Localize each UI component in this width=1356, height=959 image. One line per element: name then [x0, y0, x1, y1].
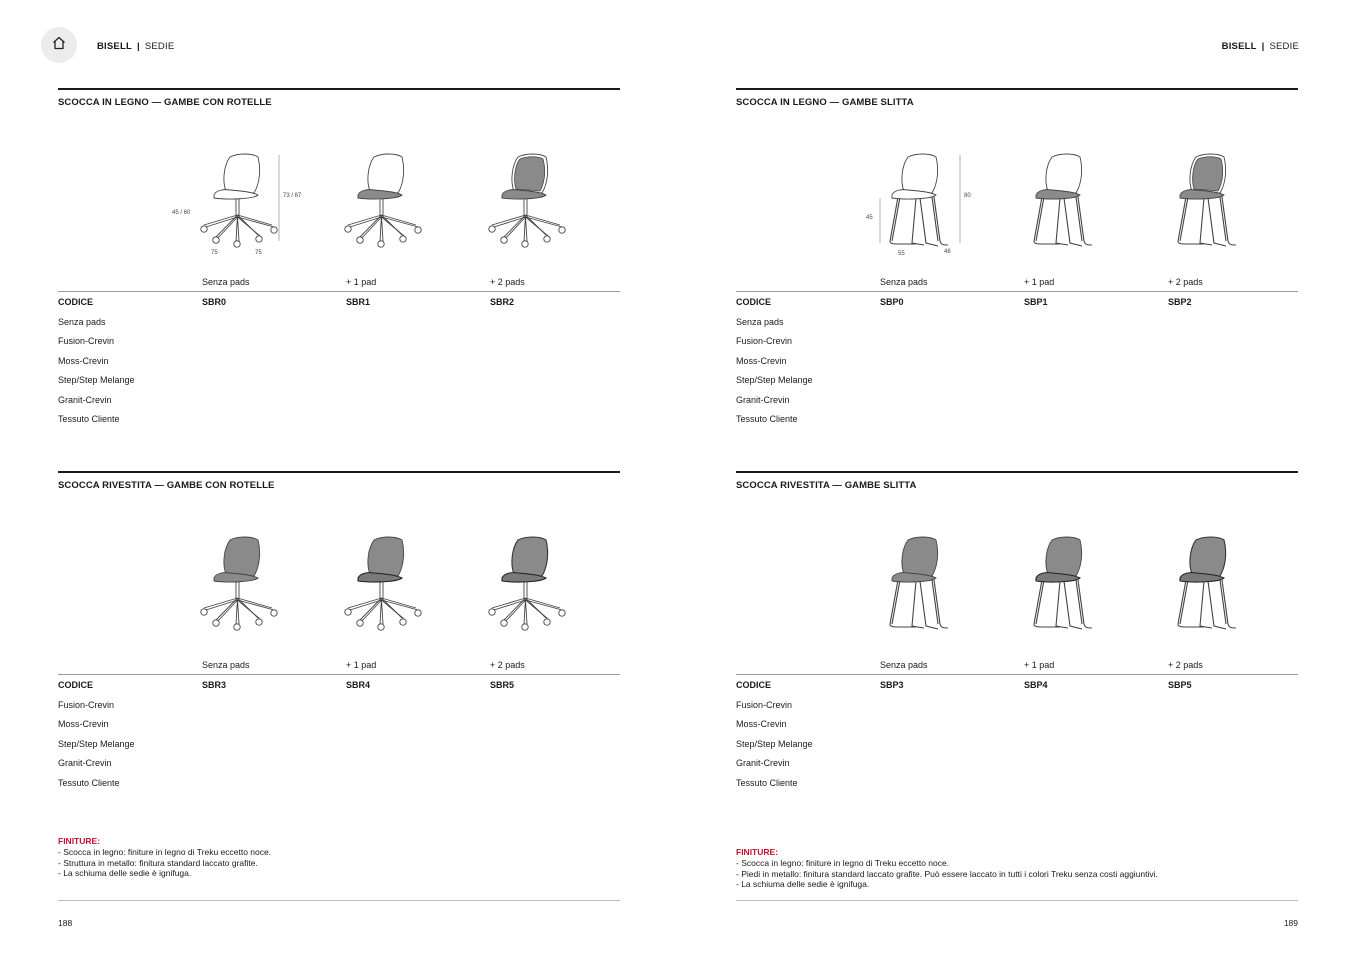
finish-row: Step/Step Melange	[736, 375, 813, 386]
codice-header: CODICE	[58, 680, 94, 690]
page-left	[58, 0, 620, 959]
finish-row: Moss-Crevin	[736, 719, 787, 730]
product-code: SBR1	[346, 297, 371, 307]
codice-header: CODICE	[736, 680, 772, 690]
finish-row: Fusion-Crevin	[58, 700, 115, 710]
footer-divider	[58, 900, 620, 901]
product-code: SBR5	[490, 680, 515, 690]
breadcrumb-separator: |	[1261, 41, 1265, 52]
section-divider	[736, 471, 1298, 473]
section-title: SCOCCA IN LEGNO — GAMBE SLITTA	[736, 97, 914, 108]
variant-label: + 2 pads	[490, 660, 525, 670]
dim-total-height: 73 / 87	[283, 193, 302, 199]
dim-width: 75	[255, 250, 262, 256]
finiture-title: FINITURE:	[58, 836, 101, 846]
product-code: SBP3	[880, 680, 904, 690]
chair-image-sbp2	[1152, 143, 1272, 263]
finish-row: Granit-Crevin	[58, 758, 112, 769]
chair-image-sbp5	[1152, 526, 1272, 646]
chair-image-sbp4	[1008, 526, 1128, 646]
brand-label: BISELL	[97, 41, 132, 52]
finish-row: Step/Step Melange	[736, 738, 813, 749]
chair-image-sbr1	[330, 143, 450, 263]
product-code: SBP5	[1168, 680, 1192, 690]
chair-image-sbr5	[474, 526, 594, 646]
page-right	[736, 0, 1298, 959]
finish-row: Tessuto Cliente	[736, 413, 798, 424]
dim-width: 48	[944, 249, 951, 255]
finish-row: Granit-Crevin	[736, 758, 790, 769]
chair-illustrations	[736, 143, 1298, 273]
finiture-line: - Scocca in legno: finiture in legno di Treku eccetto noce.	[736, 857, 950, 868]
category-label: SEDIE	[1269, 41, 1299, 52]
breadcrumb-separator: |	[136, 41, 140, 52]
chair-image-sbr4	[330, 526, 450, 646]
product-code: SBP4	[1024, 680, 1048, 690]
chair-image-sbp1	[1008, 143, 1128, 263]
finish-row: Tessuto Cliente	[736, 777, 798, 788]
finish-rows	[58, 317, 135, 433]
finiture-line: - La schiuma delle sedie è ignifuga.	[58, 868, 192, 879]
finiture-line: - Piedi in metallo: finitura standard laccato grafite. Può essere laccato in tutti i colori Treku senza costi aggiuntivi.	[736, 868, 1158, 879]
section-wood-castors	[58, 88, 620, 424]
section-title: SCOCCA RIVESTITA — GAMBE CON ROTELLE	[58, 480, 275, 491]
dim-depth: 75	[211, 250, 218, 256]
finish-row: Step/Step Melange	[58, 375, 135, 386]
variant-label: + 2 pads	[1168, 277, 1203, 287]
variant-label: + 1 pad	[1024, 660, 1055, 670]
finiture-line: - Scocca in legno: finiture in legno di Treku eccetto noce.	[58, 846, 272, 857]
section-title: SCOCCA RIVESTITA — GAMBE SLITTA	[736, 480, 917, 491]
product-code: SBP0	[880, 297, 904, 307]
product-code: SBR4	[346, 680, 371, 690]
finish-row: Granit-Crevin	[58, 394, 112, 405]
section-divider	[58, 88, 620, 90]
codice-header: CODICE	[736, 297, 772, 307]
finiture-notes	[736, 847, 1158, 890]
finish-row: Fusion-Crevin	[58, 336, 115, 347]
chair-image-sbr2	[474, 143, 594, 263]
variant-label: Senza pads	[202, 277, 250, 287]
dim-depth: 55	[898, 251, 905, 257]
finish-row: Senza pads	[58, 317, 106, 327]
chair-image-sbr0	[172, 143, 306, 263]
variant-label: + 2 pads	[1168, 660, 1203, 670]
finish-row: Moss-Crevin	[58, 355, 109, 366]
finish-row: Moss-Crevin	[58, 719, 109, 730]
variant-label: + 1 pad	[346, 277, 377, 287]
codice-header: CODICE	[58, 297, 94, 307]
product-code: SBP2	[1168, 297, 1192, 307]
product-code: SBR2	[490, 297, 515, 307]
finish-row: Fusion-Crevin	[736, 336, 793, 347]
category-label: SEDIE	[144, 41, 175, 52]
section-wood-sled	[736, 88, 1298, 424]
finiture-line: - La schiuma delle sedie è ignifuga.	[736, 879, 870, 890]
chair-image-sbp0	[864, 143, 984, 263]
page-number: 189	[1283, 918, 1298, 928]
dim-seat-height: 45	[866, 215, 873, 221]
chair-illustrations	[736, 526, 1298, 656]
section-title: SCOCCA IN LEGNO — GAMBE CON ROTELLE	[58, 97, 272, 108]
section-upholstered-castors	[58, 471, 620, 788]
finish-row: Tessuto Cliente	[58, 413, 120, 424]
finish-row: Tessuto Cliente	[58, 777, 120, 788]
dim-total-height: 80	[964, 193, 971, 199]
table-header-rule	[58, 291, 620, 292]
finish-row: Fusion-Crevin	[736, 700, 793, 710]
table-header-rule	[736, 291, 1298, 292]
dim-seat-height: 45 / 60	[172, 210, 191, 216]
section-divider	[736, 88, 1298, 90]
variant-label: Senza pads	[880, 277, 928, 287]
product-code: SBP1	[1024, 297, 1048, 307]
variant-label: + 1 pad	[346, 660, 377, 670]
chair-image-sbp3	[864, 526, 984, 646]
chair-image-sbr3	[186, 526, 306, 646]
finiture-notes	[58, 836, 271, 879]
section-divider	[58, 471, 620, 473]
finish-row: Granit-Crevin	[736, 394, 790, 405]
variant-label: + 2 pads	[490, 277, 525, 287]
brand-label: BISELL	[1221, 41, 1257, 52]
finish-rows	[58, 700, 135, 797]
page-number: 188	[58, 918, 73, 928]
finiture-line: - Struttura in metallo: finitura standard laccato grafite.	[58, 857, 258, 868]
product-code: SBR0	[202, 297, 227, 307]
product-code: SBR3	[202, 680, 227, 690]
finiture-title: FINITURE:	[736, 847, 779, 857]
variant-label: + 1 pad	[1024, 277, 1055, 287]
table-header-rule	[58, 674, 620, 675]
chair-illustrations	[58, 526, 620, 656]
variant-label: Senza pads	[202, 660, 250, 670]
finish-row: Step/Step Melange	[58, 738, 135, 749]
finish-row: Moss-Crevin	[736, 355, 787, 366]
variant-label: Senza pads	[880, 660, 928, 670]
finish-rows	[736, 317, 813, 433]
finish-row: Senza pads	[736, 317, 784, 327]
footer-divider	[736, 900, 1298, 901]
chair-illustrations	[58, 143, 620, 273]
section-upholstered-sled	[736, 471, 1298, 788]
finish-rows	[736, 700, 813, 797]
table-header-rule	[736, 674, 1298, 675]
